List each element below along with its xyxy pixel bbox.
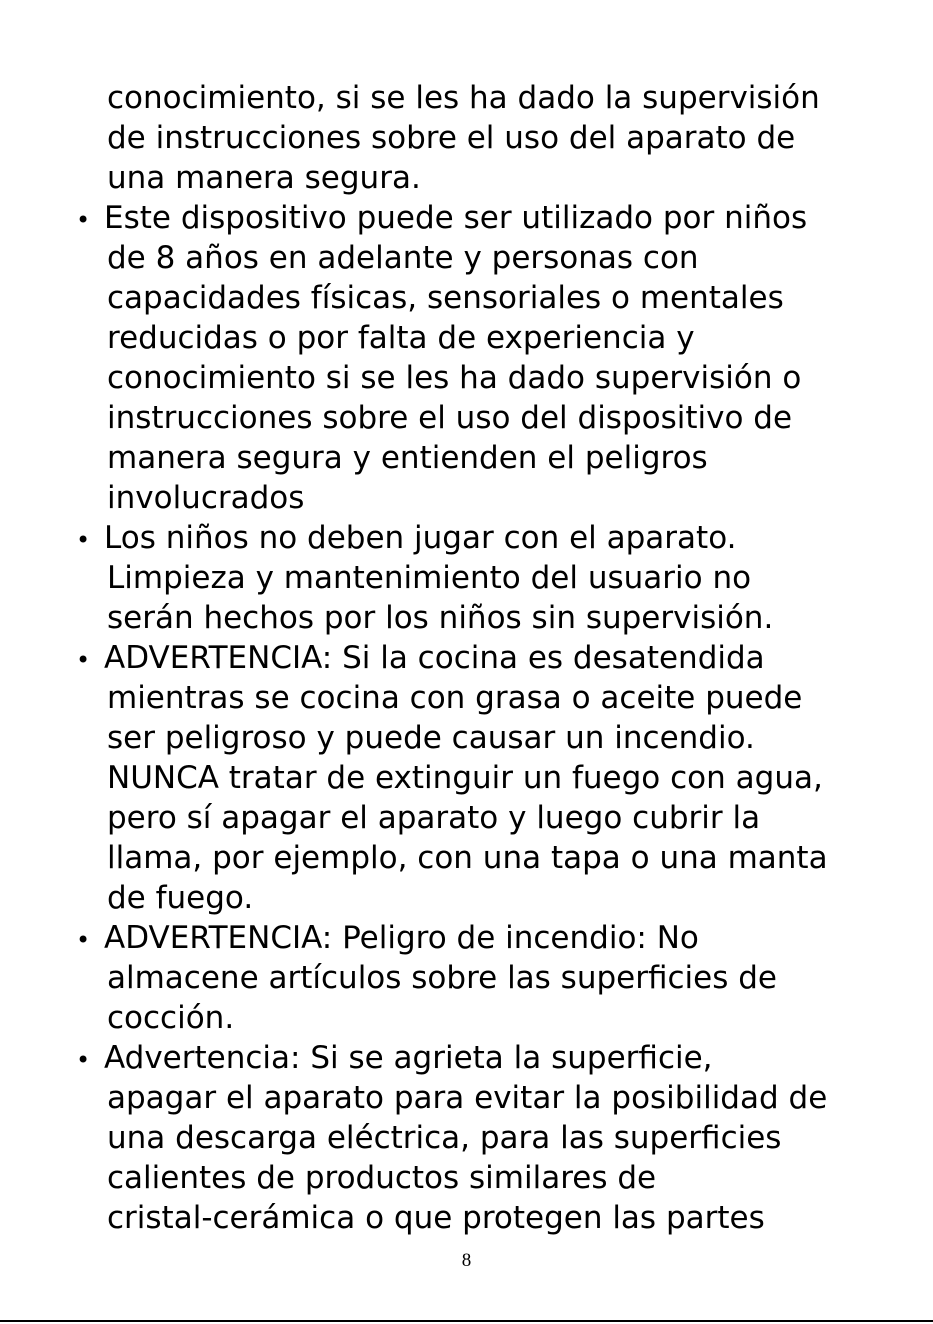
text-line: instrucciones sobre el uso del dispositivo de bbox=[107, 400, 793, 436]
text-line: apagar el aparato para evitar la posibilidad de bbox=[107, 1080, 828, 1116]
bullet-item-children-use bbox=[76, 198, 906, 518]
text-line: capacidades físicas, sensoriales o mentales bbox=[107, 280, 784, 316]
bullet-icon: • bbox=[76, 206, 91, 234]
text-line: NUNCA tratar de extinguir un fuego con agua, bbox=[107, 760, 823, 796]
text-line: cocción. bbox=[107, 1000, 235, 1036]
text-line: Este dispositivo puede ser utilizado por niños bbox=[104, 200, 808, 236]
text-line: pero sí apagar el aparato y luego cubrir la bbox=[107, 800, 761, 836]
bullet-icon: • bbox=[76, 926, 91, 954]
text-line: manera segura y entienden el peligros bbox=[107, 440, 708, 476]
text-line: conocimiento, si se les ha dado la supervisión bbox=[107, 80, 820, 116]
text-line: involucrados bbox=[107, 480, 305, 516]
text-line: de instrucciones sobre el uso del aparato de bbox=[107, 120, 796, 156]
bullet-item-warning-fire bbox=[76, 918, 906, 1038]
text-line: ADVERTENCIA: Si la cocina es desatendida bbox=[104, 640, 765, 676]
page-number: 8 bbox=[461, 1250, 472, 1271]
text-line: de 8 años en adelante y personas con bbox=[107, 240, 699, 276]
text-line: calientes de productos similares de bbox=[107, 1160, 657, 1196]
text-line: reducidas o por falta de experiencia y bbox=[107, 320, 695, 356]
text-line: conocimiento si se les ha dado supervisión o bbox=[107, 360, 802, 396]
text-line: cristal-cerámica o que protegen las partes bbox=[107, 1200, 765, 1236]
bullet-item-warning-cracked-surface bbox=[76, 1038, 906, 1238]
text-line: llama, por ejemplo, con una tapa o una manta bbox=[107, 840, 828, 876]
text-line: ser peligroso y puede causar un incendio. bbox=[107, 720, 755, 756]
document-body bbox=[76, 78, 906, 1238]
bullet-icon: • bbox=[76, 1046, 91, 1074]
text-line: Limpieza y mantenimiento del usuario no bbox=[107, 560, 752, 596]
text-line: Advertencia: Si se agrieta la superficie, bbox=[104, 1040, 713, 1076]
text-line: de fuego. bbox=[107, 880, 254, 916]
bullet-item-warning-grease bbox=[76, 638, 906, 918]
intro-paragraph bbox=[76, 78, 906, 198]
text-line: almacene artículos sobre las superficies de bbox=[107, 960, 777, 996]
text-line: una manera segura. bbox=[107, 160, 421, 196]
bullet-icon: • bbox=[76, 646, 91, 674]
text-line: mientras se cocina con grasa o aceite puede bbox=[107, 680, 803, 716]
text-line: Los niños no deben jugar con el aparato. bbox=[104, 520, 737, 556]
text-line: ADVERTENCIA: Peligro de incendio: No bbox=[104, 920, 699, 956]
bullet-icon: • bbox=[76, 526, 91, 554]
page-bottom-divider bbox=[0, 1320, 933, 1322]
text-line: una descarga eléctrica, para las superficies bbox=[107, 1120, 782, 1156]
text-line: serán hechos por los niños sin supervisión. bbox=[107, 600, 774, 636]
bullet-item-children-play bbox=[76, 518, 906, 638]
